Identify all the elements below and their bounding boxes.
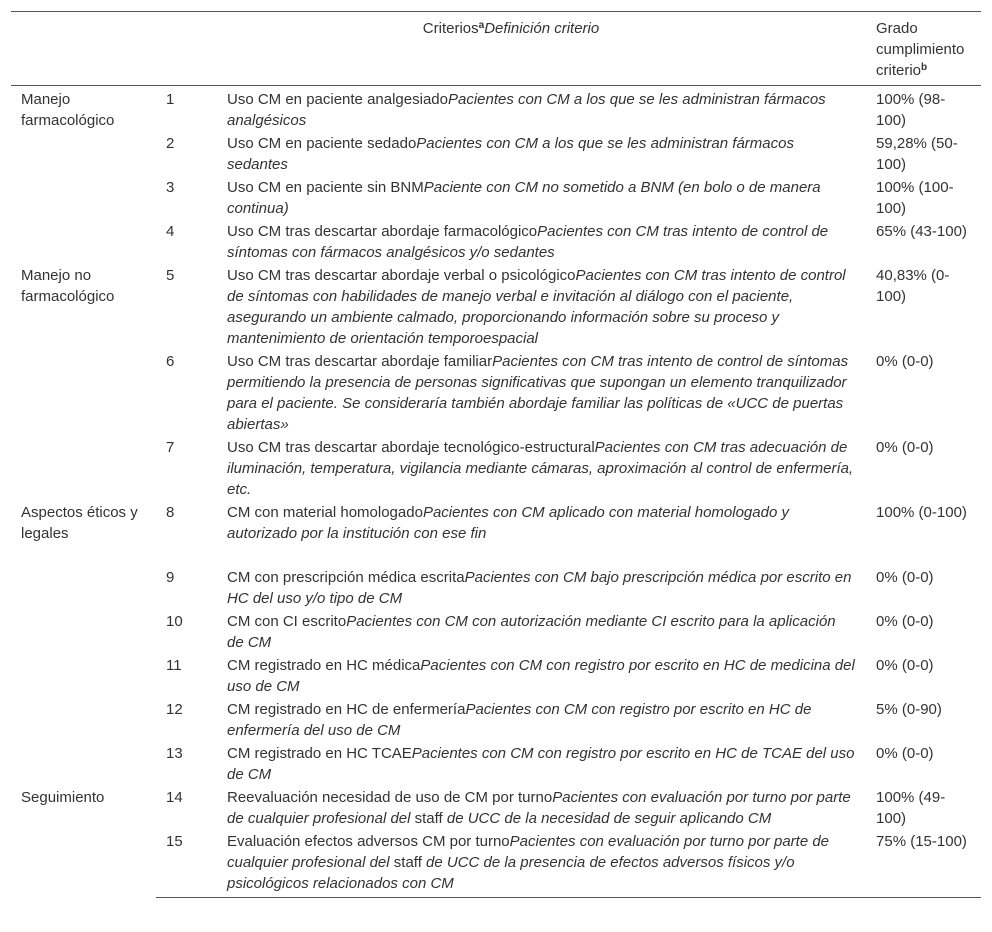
- criterion-grado: 0% (0-0): [876, 439, 934, 456]
- criterion-grado: 40,83% (0-100): [876, 267, 950, 305]
- criterion-text: CM con CI escritoPacientes con CM con autorización mediante CI escrito para la aplicación de CM: [227, 613, 836, 651]
- criterion-grado: 100% (0-100): [876, 504, 967, 521]
- criterion-grado: 0% (0-0): [876, 657, 934, 674]
- header-grado: Grado cumplimiento criterio$^b$: [866, 12, 981, 86]
- table-row: [11, 220, 981, 264]
- criterion-text: CM registrado en HC de enfermeríaPacientes con CM con registro por escrito en HC de enfermería del uso de CM: [227, 701, 812, 739]
- table-row: [11, 86, 981, 133]
- criterion-grado: 0% (0-0): [876, 745, 934, 762]
- criterion-grado: 59,28% (50-100): [876, 135, 958, 173]
- criterion-number: 1: [166, 91, 175, 108]
- table-row: [11, 264, 981, 350]
- criterion-number: 4: [166, 223, 175, 240]
- criterion-text: CM registrado en HC médicaPacientes con CM con registro por escrito en HC de medicina del uso de CM: [227, 657, 855, 695]
- criterion-text: Uso CM en paciente sin BNMPaciente con CM no sometido a BNM (en bolo o de manera continua): [227, 179, 821, 217]
- criterion-number: 14: [166, 789, 183, 806]
- table-row: [11, 132, 981, 176]
- criterion-grado: 65% (43-100): [876, 223, 967, 240]
- criterion-grado: 75% (15-100): [866, 830, 981, 898]
- criterion-text: CM con material homologadoPacientes con CM aplicado con material homologado y autorizado por la institución con ese fin: [227, 504, 789, 542]
- criterion-text: CM registrado en HC TCAEPacientes con CM con registro por escrito en HC de TCAE del uso de CM: [227, 745, 855, 783]
- criterion-text: Uso CM tras descartar abordaje farmacológicoPacientes con CM tras intento de control de síntomas con fármacos analgésicos y/o sedantes: [227, 223, 829, 261]
- criterion-number: 7: [166, 439, 175, 456]
- table-row: [11, 350, 981, 436]
- header-criterios: Criterios$^a$Definición criterio: [156, 12, 866, 86]
- table-row: [11, 742, 981, 786]
- group-label: Aspectos éticos y legales: [21, 504, 138, 542]
- criterion-number: 15: [156, 830, 217, 898]
- table-row: [11, 176, 981, 220]
- table-row: [11, 610, 981, 654]
- criterion-grado: 0% (0-0): [876, 569, 934, 586]
- criterion-grado: 100% (100-100): [876, 179, 954, 217]
- criterion-grado: 5% (0-90): [876, 701, 942, 718]
- criterion-grado: 0% (0-0): [876, 613, 934, 630]
- criterion-number: 13: [166, 745, 183, 762]
- criterion-number: 9: [166, 569, 175, 586]
- table-row: [11, 436, 981, 501]
- criterion-text: Evaluación efectos adversos CM por turnoPacientes con evaluación por turno por parte de cualquier profesional del staff de UCC de la presencia de efectos adversos físicos y/o psicológicos relacionados con CM: [217, 830, 866, 898]
- table-row: [11, 698, 981, 742]
- criterion-text: Uso CM tras descartar abordaje tecnológico-estructuralPacientes con CM tras adecuación de iluminación, temperatura, vigilancia mediante cámaras, aproximación al control de enfermería, etc.: [227, 439, 854, 498]
- group-label: Seguimiento: [21, 789, 105, 806]
- table-row: [11, 566, 981, 610]
- table-row: [11, 654, 981, 698]
- table-row: [11, 830, 981, 898]
- criterion-number: 2: [166, 135, 175, 152]
- group-label: Manejo farmacológico: [21, 91, 115, 129]
- criterion-number: 11: [166, 657, 182, 674]
- criterion-text: Uso CM tras descartar abordaje verbal o psicológicoPacientes con CM tras intento de control de síntomas con habilidades de manejo verbal e invitación al diálogo con el paciente, asegurando un ambiente calmado, proporcionando información sobre su proceso y mantenimiento de orientación temporoespacial: [227, 267, 846, 347]
- table-header-row: [11, 12, 981, 86]
- criterion-number: 6: [166, 353, 175, 370]
- group-label: Manejo no farmacológico: [21, 267, 115, 305]
- criterion-number: 3: [166, 179, 175, 196]
- criterion-grado: 100% (49-100): [876, 789, 946, 827]
- criterion-number: 10: [166, 613, 183, 630]
- criterion-number: 5: [166, 267, 175, 284]
- criterion-grado: 100% (98-100): [876, 91, 946, 129]
- table-row: [11, 501, 981, 566]
- table-row: [11, 786, 981, 830]
- criterion-text: Uso CM tras descartar abordaje familiarPacientes con CM tras intento de control de síntomas permitiendo la presencia de personas significativas que supongan un elemento tranquilizador para el paciente. Se consideraría también abordaje familiar las políticas de «UCC de puertas abiertas»: [227, 353, 849, 433]
- criterion-number: 8: [166, 504, 175, 521]
- criteria-table: [11, 11, 981, 898]
- criterion-text: CM con prescripción médica escritaPacientes con CM bajo prescripción médica por escrito en HC del uso y/o tipo de CM: [227, 569, 852, 607]
- criterion-text: Uso CM en paciente analgesiadoPacientes con CM a los que se les administran fármacos analgésicos: [227, 91, 826, 129]
- criterion-number: 12: [166, 701, 183, 718]
- criterion-grado: 0% (0-0): [876, 353, 934, 370]
- criterion-text: Uso CM en paciente sedadoPacientes con CM a los que se les administran fármacos sedantes: [227, 135, 794, 173]
- criterion-text: Reevaluación necesidad de uso de CM por turnoPacientes con evaluación por turno por parte de cualquier profesional del staff de UCC de la necesidad de seguir aplicando CM: [227, 789, 851, 827]
